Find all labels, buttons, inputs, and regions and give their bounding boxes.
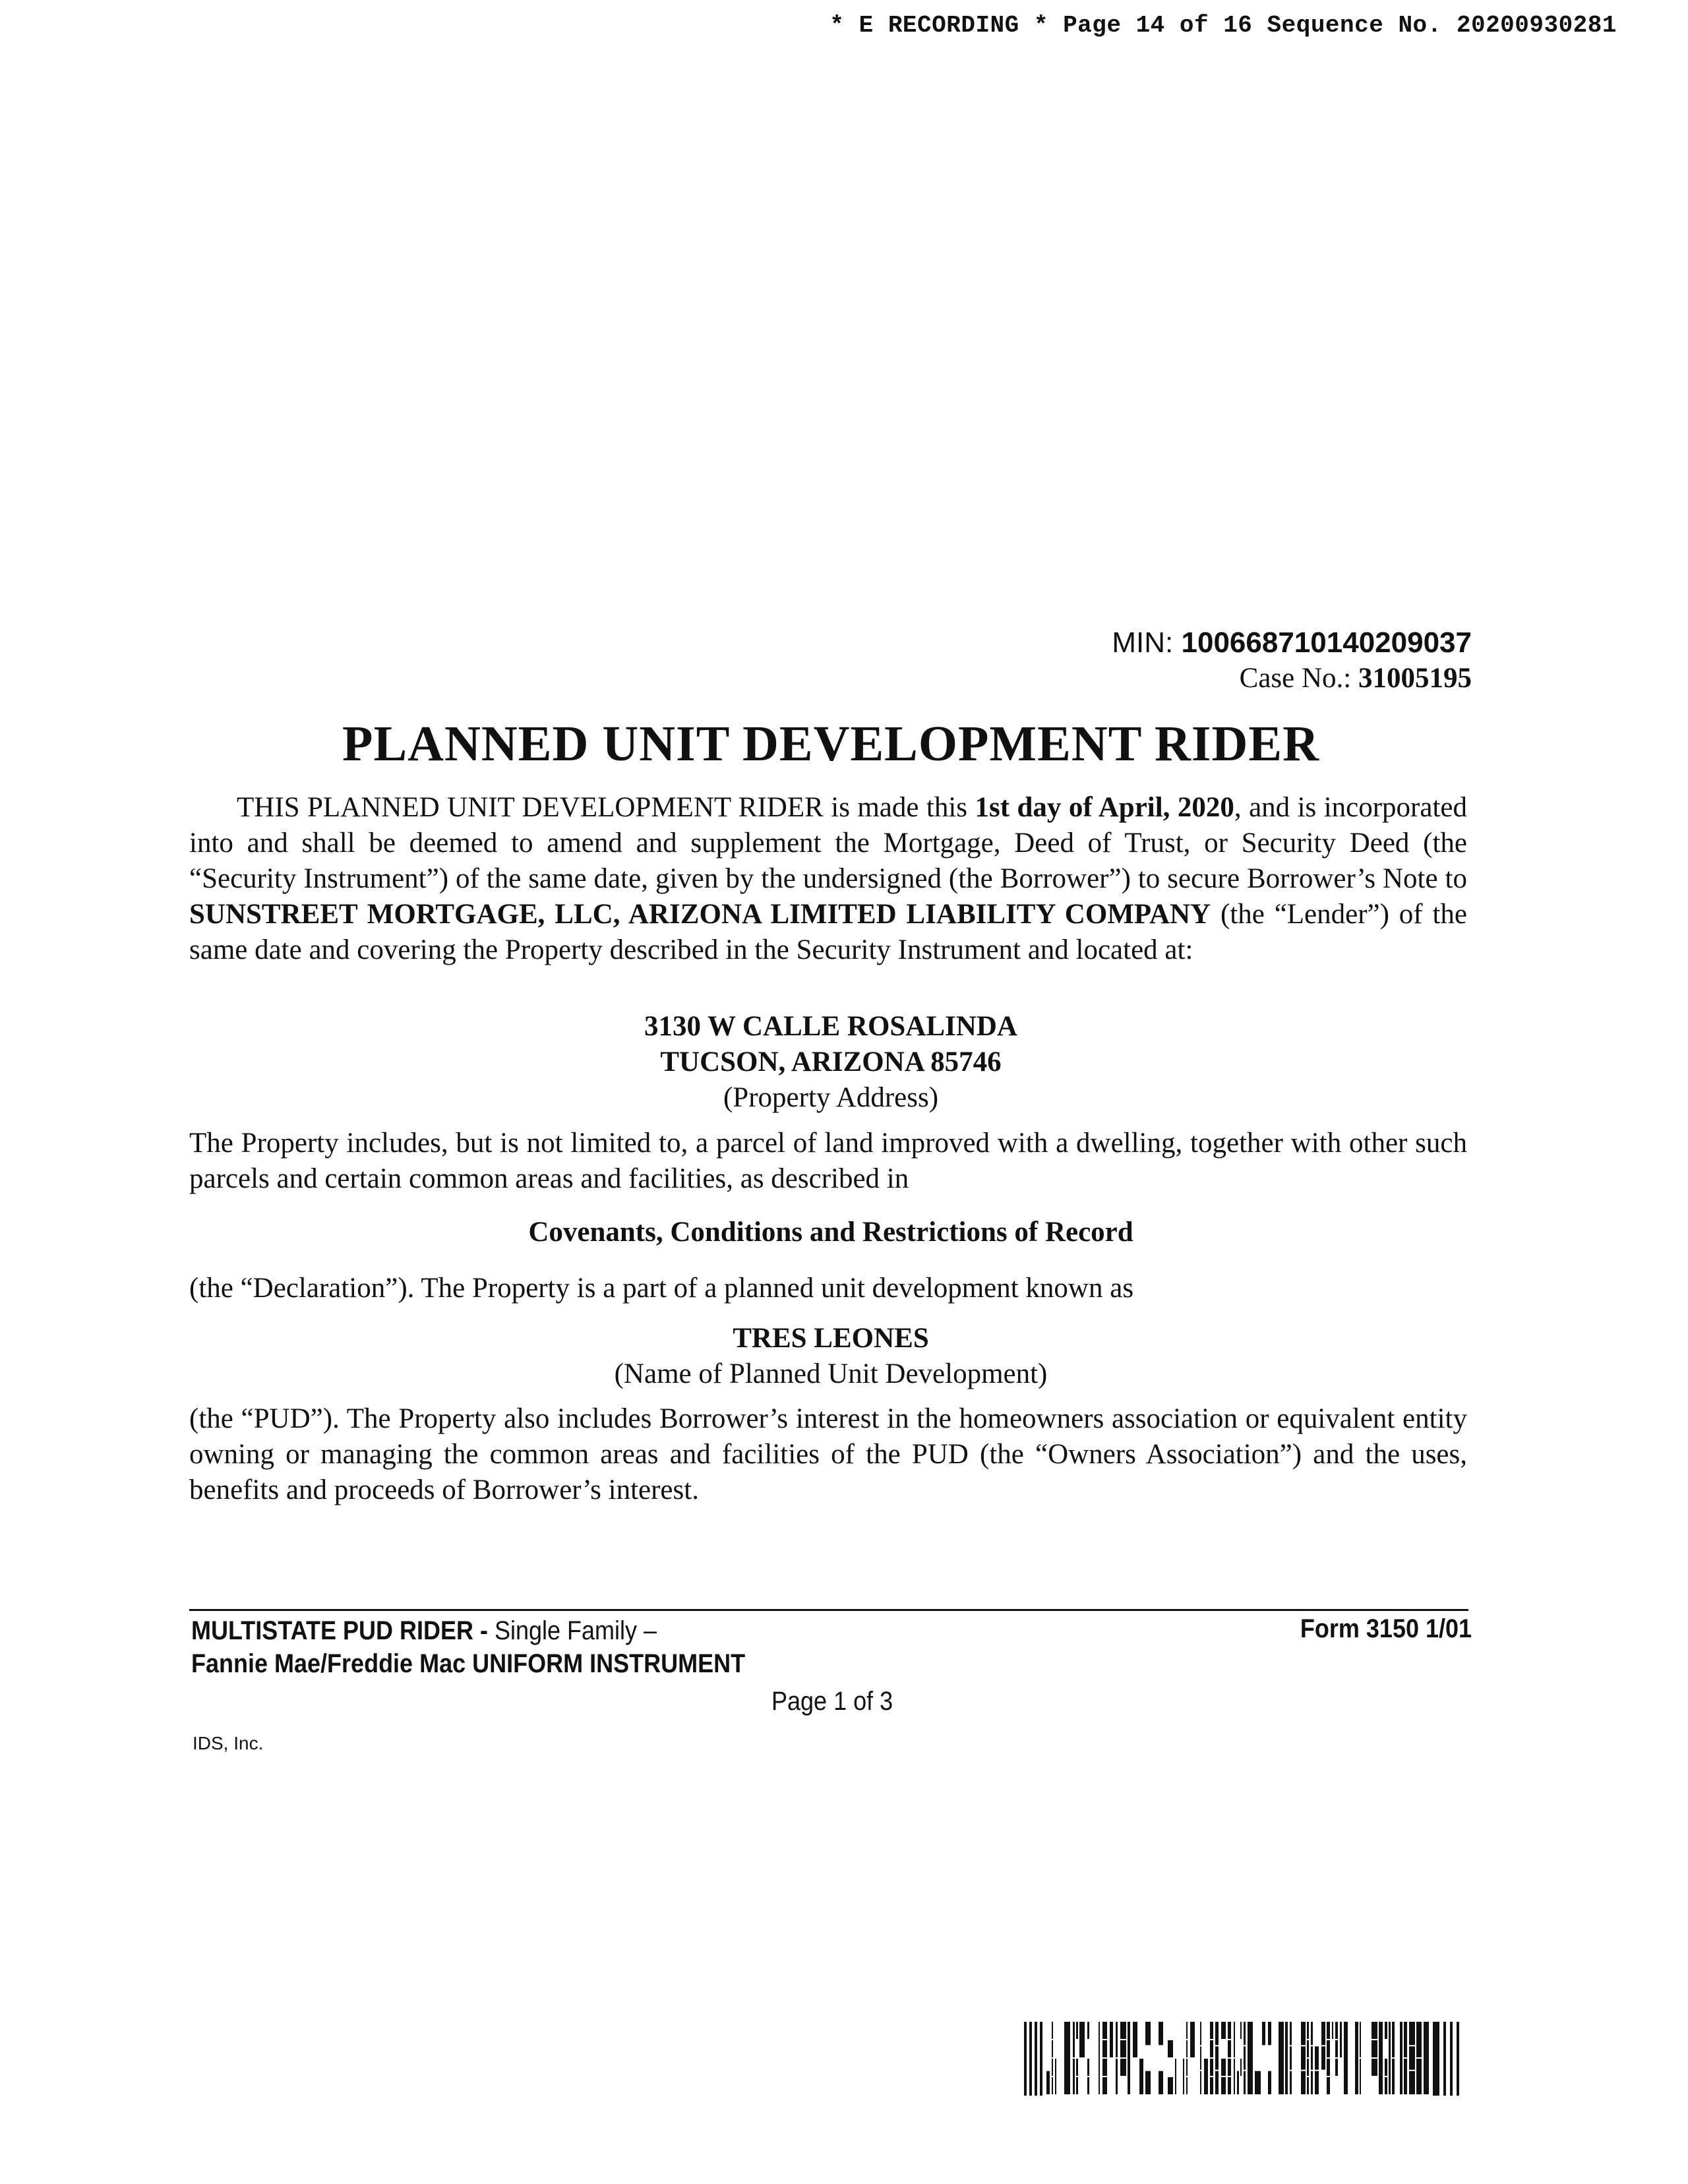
case-value: 31005195 xyxy=(1358,663,1472,694)
address-line-2: TUCSON, ARIZONA 85746 xyxy=(660,1046,1002,1077)
declaration-paragraph: (the “Declaration”). The Property is a part of a planned unit development known as xyxy=(189,1273,1134,1304)
intro-paragraph xyxy=(189,790,1467,968)
footer-line-2: Fannie Mae/Freddie Mac UNIFORM INSTRUMENT xyxy=(191,1649,746,1678)
form-number: Form 3150 1/01 xyxy=(1300,1614,1472,1643)
pud-name: TRES LEONES xyxy=(733,1323,929,1354)
covenants-heading: Covenants, Conditions and Restrictions of Record xyxy=(528,1217,1133,1248)
owners-association-paragraph: (the “PUD”). The Property also includes Borrower’s interest in the homeowners association or equivalent entity owning or managing the common areas and facilities of the PUD (the “Owners Association”) and the uses, benefits and proceeds of Borrower’s interest. xyxy=(189,1403,1467,1505)
page-number: Page 1 of 3 xyxy=(771,1687,893,1716)
document-title: PLANNED UNIT DEVELOPMENT RIDER xyxy=(342,716,1319,772)
rider-date: 1st day of April, 2020 xyxy=(975,792,1234,823)
identifier-block xyxy=(1112,626,1472,694)
min-value: 100668710140209037 xyxy=(1181,626,1472,659)
footer-line-1-bold: MULTISTATE PUD RIDER - xyxy=(191,1616,495,1645)
property-paragraph: The Property includes, but is not limited to, a parcel of land improved with a dwelling, together with other such parcels and certain common areas and facilities, as described in xyxy=(189,1128,1467,1194)
address-caption: (Property Address) xyxy=(723,1082,939,1113)
document-barcode xyxy=(1024,2022,1462,2096)
intro-text-a: THIS PLANNED UNIT DEVELOPMENT RIDER is made this xyxy=(237,792,975,823)
recording-header: * E RECORDING * Page 14 of 16 Sequence No. 20200930281 xyxy=(829,12,1617,39)
intro-text-c: (the “Lender”) of the same date and covering the Property described in the Security Instrument and located at: xyxy=(189,899,1468,965)
intro-text-b: , and is incorporated into and shall be deemed to amend and supplement the Mortgage, Deed of Trust, or Security Deed (the “Security Instrument”) of the same date, given by the undersigned (the Borrower”) to secure Borrower’s Note to xyxy=(189,792,1467,894)
case-line xyxy=(1112,662,1472,694)
footer-divider xyxy=(189,1609,1468,1611)
footer-form-title xyxy=(191,1614,745,1680)
lender-name: SUNSTREET MORTGAGE, LLC, ARIZONA LIMITED LIABILITY COMPANY xyxy=(189,899,1211,930)
min-label: MIN: xyxy=(1112,626,1174,659)
pud-caption: (Name of Planned Unit Development) xyxy=(614,1358,1048,1389)
min-line xyxy=(1112,626,1472,659)
ids-imprint: IDS, Inc. xyxy=(193,1733,264,1753)
property-address-block xyxy=(0,1009,1662,1116)
footer-line-1-rest: Single Family – xyxy=(494,1616,657,1645)
case-label: Case No.: xyxy=(1239,663,1352,694)
address-line-1: 3130 W CALLE ROSALINDA xyxy=(644,1011,1017,1042)
pud-name-block xyxy=(0,1321,1662,1392)
